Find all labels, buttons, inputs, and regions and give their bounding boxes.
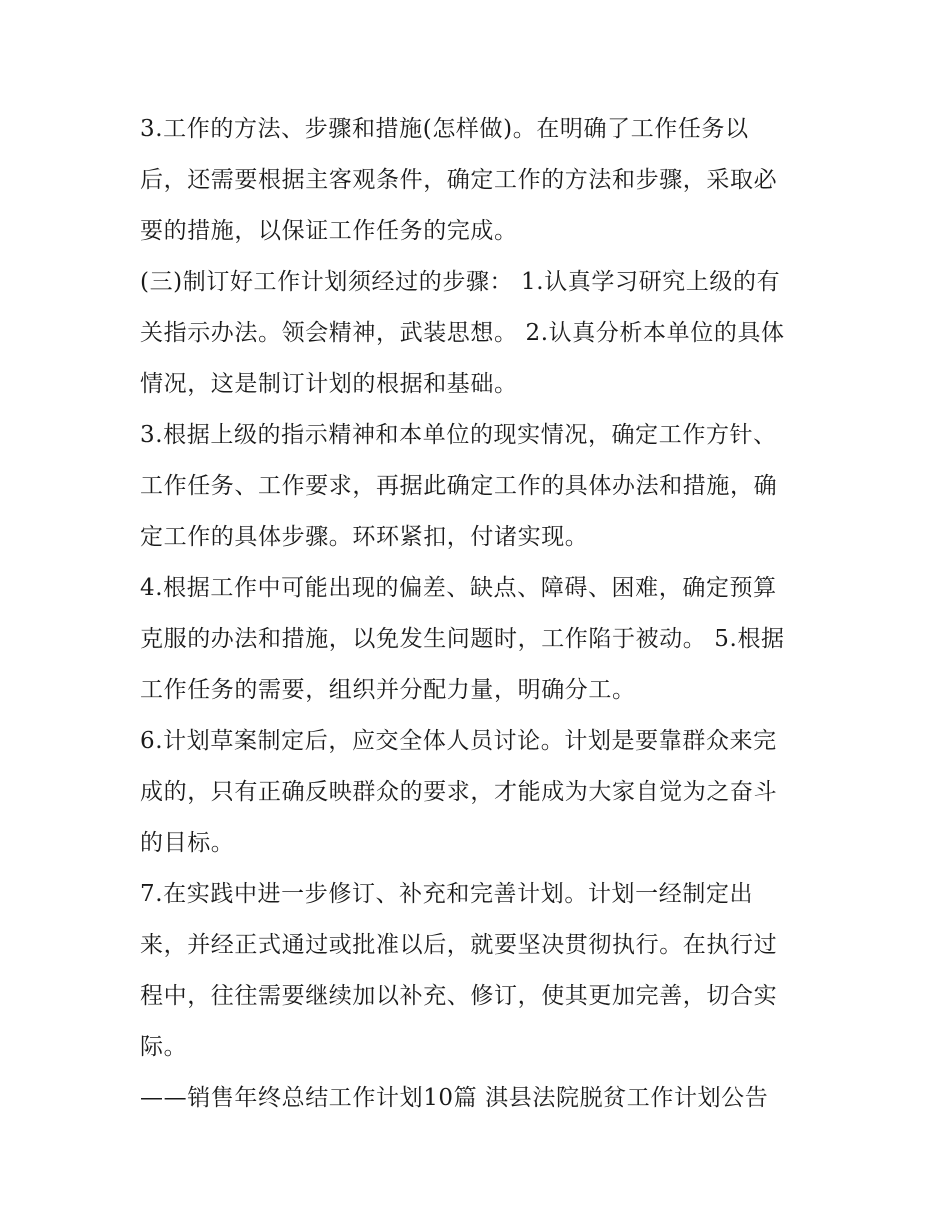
text-line: 4.根据工作中可能出现的偏差、缺点、障碍、困难，确定预算 xyxy=(140,575,777,601)
text-line: 后，还需要根据主客观条件，确定工作的方法和步骤，采取必 xyxy=(140,167,778,193)
text-line: 工作任务的需要，组织并分配力量，明确分工。 xyxy=(140,677,636,703)
text-line: 成的，只有正确反映群众的要求，才能成为大家自觉为之奋斗 xyxy=(140,779,778,805)
text-line: 的目标。 xyxy=(140,830,235,856)
document-body xyxy=(140,104,820,1124)
text-line: 关指示办法。领会精神，武装思想。 2.认真分析本单位的具体 xyxy=(140,320,785,346)
text-line: 工作任务、工作要求，再据此确定工作的具体办法和措施，确 xyxy=(140,473,778,499)
text-line: (三)制订好工作计划须经过的步骤： 1.认真学习研究上级的有 xyxy=(140,269,781,295)
text-line: 3.工作的方法、步骤和措施(怎样做)。在明确了工作任务以 xyxy=(140,116,749,142)
text-line: 程中，往往需要继续加以补充、修订，使其更加完善，切合实 xyxy=(140,983,778,1009)
text-line: 来，并经正式通过或批准以后，就要坚决贯彻执行。在执行过 xyxy=(140,932,778,958)
text-line: 定工作的具体步骤。环环紧扣，付诸实现。 xyxy=(140,524,589,550)
text-line: 情况，这是制订计划的根据和基础。 xyxy=(140,371,518,397)
text-line: 要的措施，以保证工作任务的完成。 xyxy=(140,218,518,244)
text-line: 6.计划草案制定后，应交全体人员讨论。计划是要靠群众来完 xyxy=(140,728,777,754)
text-line: 克服的办法和措施，以免发生问题时，工作陷于被动。 5.根据 xyxy=(140,626,785,652)
text-line: 3.根据上级的指示精神和本单位的现实情况，确定工作方针、 xyxy=(140,422,777,448)
text-line: 际。 xyxy=(140,1034,188,1060)
text-line: ——销售年终总结工作计划10篇 淇县法院脱贫工作计划公告 xyxy=(140,1085,769,1111)
text-line: 7.在实践中进一步修订、补充和完善计划。计划一经制定出 xyxy=(140,881,754,907)
